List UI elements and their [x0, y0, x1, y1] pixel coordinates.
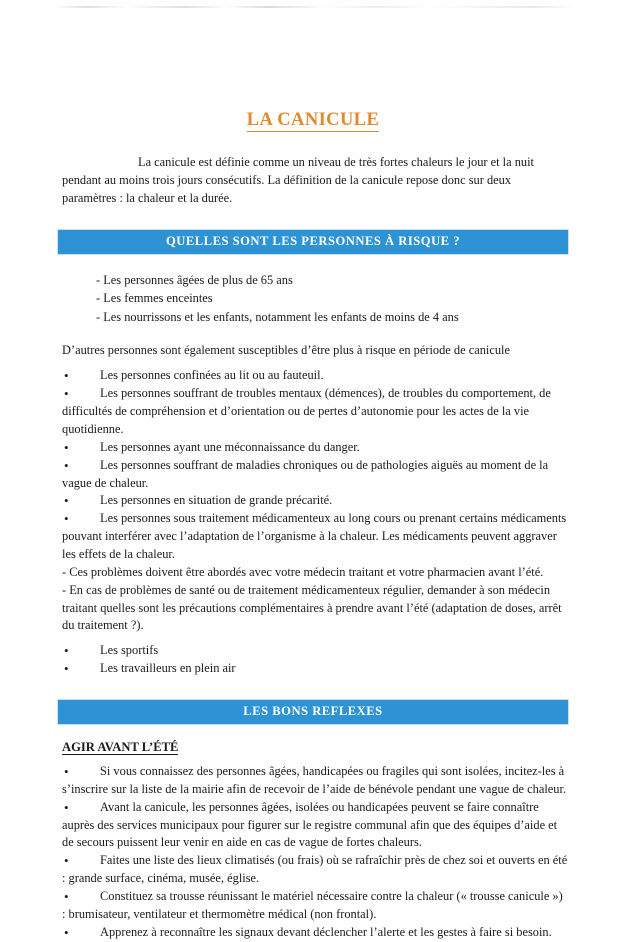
list-item: • Les travailleurs en plein air [62, 660, 568, 678]
section-banner-personnes-a-risque: QUELLES SONT LES PERSONNES À RISQUE ? [58, 230, 568, 254]
list-item: • Les personnes souffrant de troubles mentaux (démences), de troubles du comportement, de difficultés de compréhension et d’orientation ou de pertes d’autonomie pour les actes de la vie quotidienne. [62, 385, 568, 439]
list-item: - Les personnes âgées de plus de 65 ans [96, 272, 293, 287]
list-item: • Constituez sa trousse réunissant le matériel nécessaire contre la chaleur (« trousse canicule ») : brumisateur, ventilateur et thermomètre médical (non frontal). [62, 888, 568, 924]
risk-dash-paragraph-1: - Ces problèmes doivent être abordés avec votre médecin traitant et votre pharmacien avant l’été. [62, 564, 544, 579]
risk-groups-list [96, 271, 568, 327]
list-item: • Avant la canicule, les personnes âgées, isolées ou handicapées peuvent se faire connaître auprès des services municipaux pour figurer sur le registre communal afin que des équipes d’aide et de secours puissent leur venir en aide en cas de vague de fortes chaleurs. [62, 799, 568, 853]
list-item: - Les femmes enceintes [96, 291, 213, 306]
risk-bullet-list [58, 367, 568, 563]
list-item: - Les nourrissons et les enfants, notamment les enfants de moins de 4 ans [96, 309, 459, 324]
intro-paragraph: La canicule est définie comme un niveau de très fortes chaleurs le jour et la nuit pendant au moins trois jours consécutifs. La définition de la canicule repose donc sur deux paramètres : la chaleur et la durée. [62, 155, 534, 205]
risk-dash-paragraph-2: - En cas de problèmes de santé ou de traitement médicamenteux régulier, demander à son médecin traitant quelles sont les précautions complémentaires à prendre avant l’été (adaptation de doses, arrêt du traitement ?). [62, 582, 562, 633]
list-item: • Faites une liste des lieux climatisés (ou frais) où se rafraîchir près de chez soi et ouverts en été : grande surface, cinéma, musée, église. [62, 852, 568, 888]
list-item: • Les personnes ayant une méconnaissance du danger. [62, 439, 568, 457]
list-item: • Les sportifs [62, 642, 568, 660]
document-body [58, 0, 568, 942]
list-item: • Les personnes confinées au lit ou au fauteuil. [62, 367, 568, 385]
risk-lead-paragraph: D’autres personnes sont également susceptibles d’être plus à risque en période de canicule [62, 343, 510, 358]
reflexes-bullet-list [58, 763, 568, 942]
risk-bullet-list-tail [58, 642, 568, 678]
page-title [58, 0, 568, 131]
subsection-heading-agir-avant-lete [62, 740, 178, 755]
list-item: • Apprenez à reconnaître les signaux devant déclencher l’alerte et les gestes à faire si besoin. [62, 924, 568, 942]
list-item: • Les personnes en situation de grande précarité. [62, 492, 568, 510]
list-item: • Si vous connaissez des personnes âgées, handicapées ou fragiles qui sont isolées, incitez-les à s’inscrire sur la liste de la mairie afin de recevoir de l’aide de bénévole pendant une vague de chaleur. [62, 763, 568, 799]
list-item: • Les personnes sous traitement médicamenteux au long cours ou prenant certains médicaments pouvant interférer avec l’adaptation de l’organisme à la chaleur. Les médicaments peuvent aggraver les effets de la chaleur. [62, 510, 568, 564]
subsection-heading-text: AGIR AVANT L’ÉTÉ [62, 740, 179, 754]
page-title-text: LA CANICULE [246, 110, 380, 130]
list-item: • Les personnes souffrant de maladies chroniques ou de pathologies aiguës au moment de la vague de chaleur. [62, 457, 568, 493]
section-banner-bons-reflexes: LES BONS REFLEXES [58, 700, 568, 724]
